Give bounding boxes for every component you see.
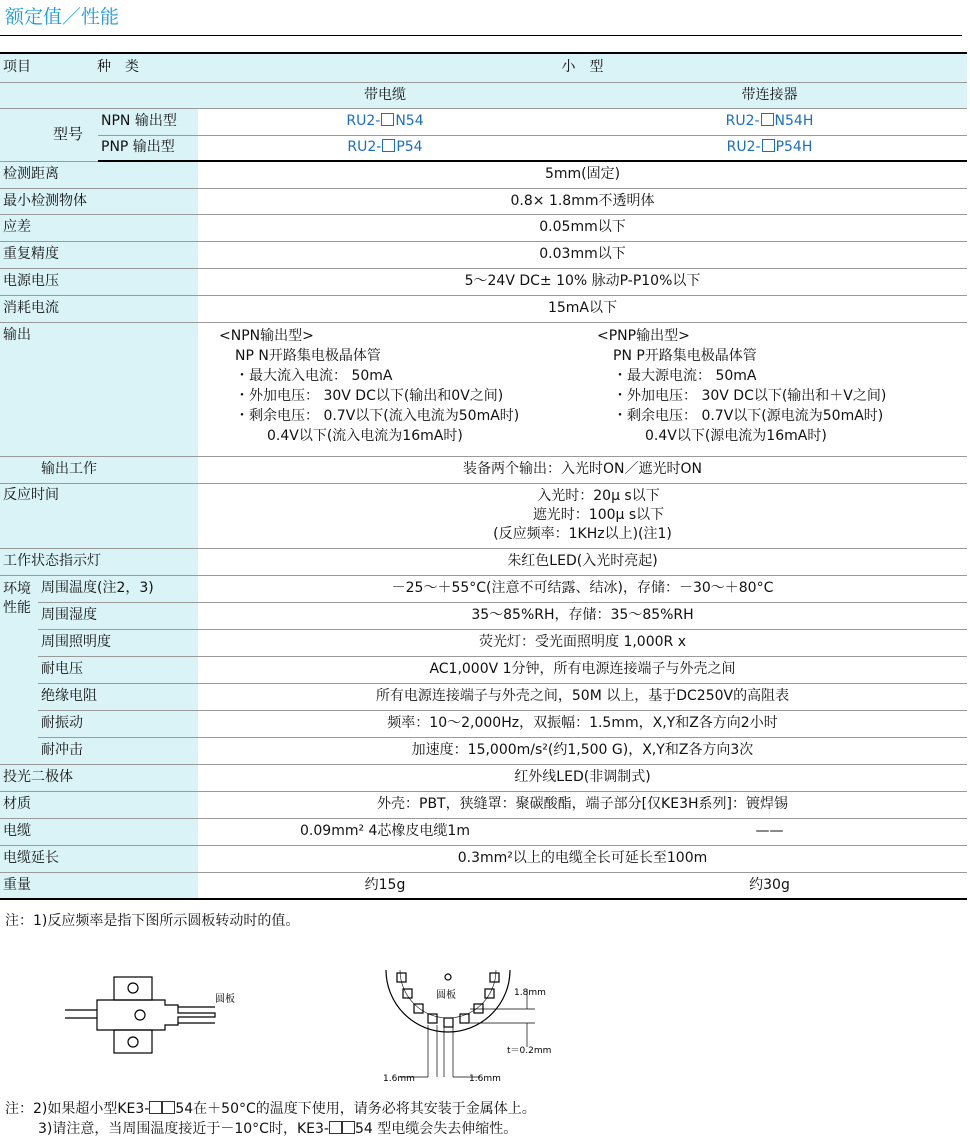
header-small: 小 型 xyxy=(198,54,967,82)
row-repeatability: 重复精度 0.03mm以下 xyxy=(0,241,967,268)
dim-thickness: t＝0.2mm xyxy=(507,1046,552,1056)
header-row-kind xyxy=(0,54,967,82)
header-kind: 种 类 xyxy=(38,54,198,82)
pnp-connector-model: RU2- P54H xyxy=(572,135,967,161)
header-item: 项目 xyxy=(0,54,38,82)
mount-bottom xyxy=(114,1030,152,1053)
mount-top xyxy=(114,977,152,1000)
output-pnp: <PNP输出型> PN P开路集电极晶体管 ・最大源电流： 50mA ・外加电压： 30V DC以下(输出和＋V之间) ・剩余电压： 0.7V以下(源电流为50mA时) 0.4V以下(源电流为16mA时) xyxy=(572,322,967,456)
page-title: 额定值／性能 xyxy=(5,6,120,28)
pnp-type-label: PNP 输出型 xyxy=(98,135,198,161)
row-output: 输出 <NPN输出型> NP N开路集电极晶体管 ・最大流入电流： 50mA ・外加电压： 30V DC以下(输出和0V之间) ・剩余电压： 0.7V以下(流入电流为50mA时) 0.4V以下(流入电流为16mA时) <PNP输出型> PN P开路集电极晶体管 ・最大源电流： 50mA ・外加电压： 30V DC以下(输出和＋V之间) ・剩余电压： 0.7V以下(源电流为50mA时) 0.4V以下(源电流为16mA时) xyxy=(0,322,967,456)
dim-height: 1.8mm xyxy=(514,988,546,998)
row-supply-voltage: 电源电压 5～24V DC± 10% 脉动P-P10%以下 xyxy=(0,268,967,295)
spec-table xyxy=(0,54,967,900)
npn-connector-model: RU2- N54H xyxy=(572,108,967,135)
pnp-cable-model: RU2- P54 xyxy=(198,135,572,161)
dim-width-1: 1.6mm xyxy=(383,1074,415,1084)
disk-label: 圆板 xyxy=(436,990,456,1001)
model-row-npn xyxy=(0,108,967,135)
row-env-illum: 周围照明度 荧光灯：受光面照明度 1,000R x xyxy=(0,629,967,656)
row-hysteresis: 应差 0.05mm以下 xyxy=(0,214,967,241)
row-env-shock: 耐冲击 加速度：15,000m/s²(约1,500 G)，X,Y和Z各方向3次 xyxy=(0,737,967,764)
row-cable: 电缆 0.09mm² 4芯橡皮电缆1m —— xyxy=(0,818,967,845)
npn-type-label: NPN 输出型 xyxy=(98,108,198,135)
header-row-type xyxy=(0,82,967,108)
header-cable: 带电缆 xyxy=(198,82,572,108)
row-weight: 重量 约15g 约30g xyxy=(0,872,967,899)
output-npn: <NPN输出型> NP N开路集电极晶体管 ・最大流入电流： 50mA ・外加电压： 30V DC以下(输出和0V之间) ・剩余电压： 0.7V以下(流入电流为50mA时) 0.4V以下(流入电流为16mA时) xyxy=(198,322,572,456)
row-indicator: 工作状态指示灯 朱红色LED(入光时亮起) xyxy=(0,548,967,575)
row-response: 反应时间 入光时：20μ s以下 遮光时：100μ s以下 (反应频率：1KHz以上)(注1) xyxy=(0,483,967,548)
diagram xyxy=(0,955,600,1090)
row-env-voltage: 耐电压 AC1,000V 1分钟，所有电源连接端子与外壳之间 xyxy=(0,656,967,683)
dim-width-2: 1.6mm xyxy=(469,1074,501,1084)
disk-label-side: 圆板 xyxy=(215,994,235,1005)
row-min-object: 最小检测物体 0.8× 1.8mm不透明体 xyxy=(0,188,967,214)
note-2: 注：2)如果超小型KE3- 54在＋50°C的温度下使用，请务必将其安装于金属体上。 xyxy=(5,1101,536,1117)
model-row-pnp xyxy=(0,135,967,161)
row-emitter: 投光二极体 红外线LED(非调制式) xyxy=(0,764,967,791)
model-label: 型号 xyxy=(38,108,98,161)
row-env-humidity: 周围湿度 35～85%RH，存储：35～85%RH xyxy=(0,602,967,629)
title-rule xyxy=(0,35,962,36)
row-material: 材质 外壳：PBT，狭缝罩：聚碳酸酯，端子部分[仅KE3H系列]：镀焊锡 xyxy=(0,791,967,818)
sensor-body xyxy=(97,1000,215,1030)
npn-cable-model: RU2- N54 xyxy=(198,108,572,135)
header-connector: 带连接器 xyxy=(572,82,967,108)
row-output-op: 输出工作 装备两个输出：入光时ON／遮光时ON xyxy=(0,456,967,483)
row-current: 消耗电流 15mA以下 xyxy=(0,295,967,322)
note-3: 3)请注意，当周围温度接近于－10°C时，KE3- 54 型电缆会失去伸缩性。 xyxy=(38,1121,518,1137)
note-1: 注：1)反应频率是指下图所示圆板转动时的值。 xyxy=(5,913,300,929)
row-env-temp: 环境性能 周围温度(注2，3) －25～＋55°C(注意不可结露、结冰)，存储：－30～＋80°C xyxy=(0,575,967,602)
row-detect-distance: 检测距离 5mm(固定) xyxy=(0,161,967,188)
row-cable-ext: 电缆延长 0.3mm²以上的电缆全长可延长至100m xyxy=(0,845,967,872)
row-env-insulation: 绝缘电阻 所有电源连接端子与外壳之间，50M 以上，基于DC250V的高阻表 xyxy=(0,683,967,710)
row-env-vibration: 耐振动 频率：10～2,000Hz，双振幅：1.5mm，X,Y和Z各方向2小时 xyxy=(0,710,967,737)
env-group-label: 环境性能 xyxy=(0,575,38,764)
